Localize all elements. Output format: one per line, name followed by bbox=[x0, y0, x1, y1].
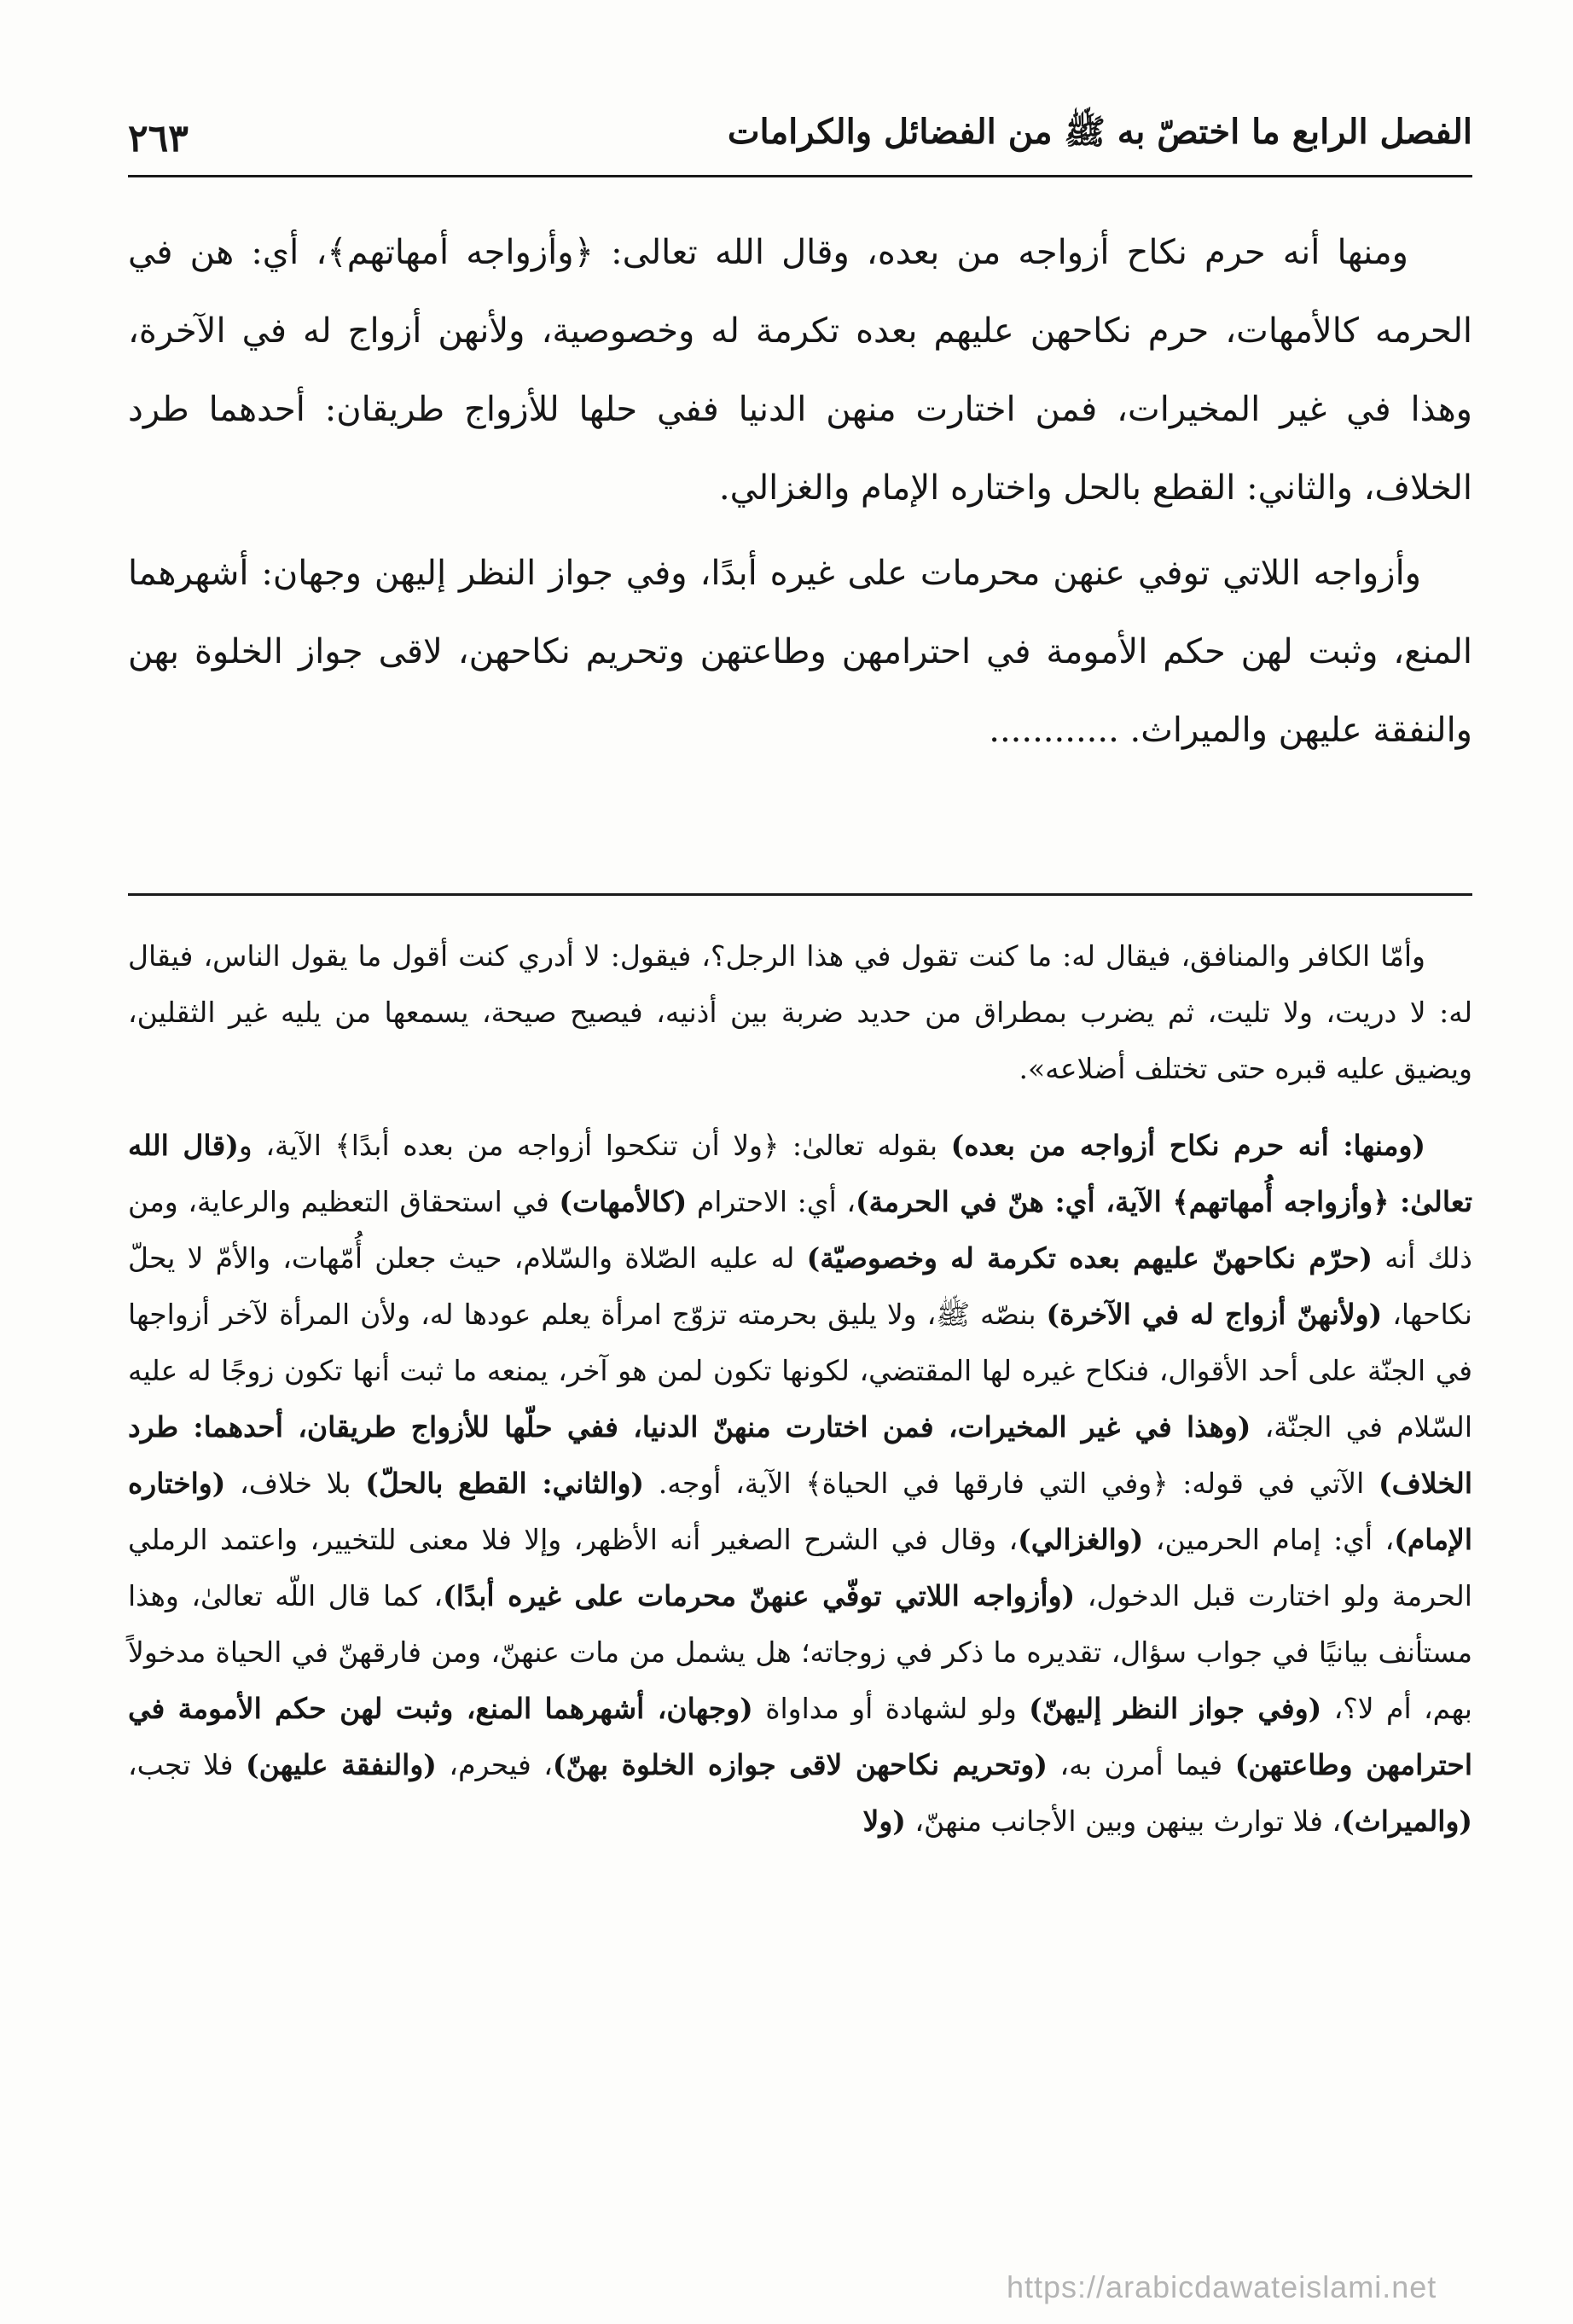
commentary-segment: الآتي في قوله: ﴿وفي التي فارقها في الحياة﴾ الآية، أوجه. bbox=[644, 1467, 1379, 1500]
commentary-text bbox=[128, 928, 1472, 1850]
quoted-matn-segment: (حرّم نكاحهنّ عليهم بعده تكرمة له وخصوصيّة) bbox=[806, 1241, 1373, 1275]
quoted-matn-segment: (وجهان، أشهرهما المنع، وثبت لهن حكم الأمومة في احترامهن وطاعتهن) bbox=[128, 1692, 1472, 1781]
commentary-segment: ، وقال في الشرح الصغير أنه الأظهر، وإلا فلا معنى للتخيير، واعتمد الرملي الحرمة ولو اختارت قبل الدخول، bbox=[128, 1523, 1472, 1612]
quoted-matn-segment: (وهذا في غير المخيرات، فمن اختارت منهنّ الدنيا، ففي حلّها للأزواج طريقان، أحدهما: طرد الخلاف) bbox=[128, 1410, 1472, 1500]
header-rule bbox=[128, 175, 1472, 177]
main-paragraph-2-text: وأزواجه اللاتي توفي عنهن محرمات على غيره أبدًا، وفي جواز النظر إليهن وجهان: أشهرهما المنع، وثبت لهن حكم الأمومة في احترامهن وطاعتهن وتحريم نكاحهن، لاقى جواز الخلوة بهن والنفقة عليهن والميراث. bbox=[128, 554, 1472, 750]
quoted-matn-segment: (قال الله تعالىٰ: ﴿وأزواجه أُمهاتهم﴾ الآية، أي: هنّ في الحرمة) bbox=[128, 1129, 1473, 1218]
quoted-matn-segment: (ومنها: أنه حرم نكاح أزواجه من بعده) bbox=[950, 1129, 1425, 1162]
quoted-matn-segment: (ولأنهنّ أزواج له في الآخرة) bbox=[1046, 1298, 1383, 1331]
main-text bbox=[128, 213, 1472, 776]
commentary-paragraph-1: وأمّا الكافر والمنافق، فيقال له: ما كنت تقول في هذا الرجل؟، فيقول: لا أدري كنت أقول ما يقول الناس، فيقال له: لا دريت، ولا تليت، ثم يضرب بمطراق من حديد ضربة بين أذنيه، فيصيح صيحة، يسمعها من يليه غير الثقلين، ويضيق عليه قبره حتى تختلف أضلاعه». bbox=[128, 939, 1472, 1085]
ellipsis-dots: ............ bbox=[989, 711, 1119, 750]
quoted-matn-segment: (والثاني: القطع بالحلّ) bbox=[365, 1467, 645, 1500]
quoted-matn-segment: (وتحريم نكاحهن لاقى جوازه الخلوة بهنّ) bbox=[552, 1748, 1048, 1781]
commentary-segment: ، فيحرم، bbox=[436, 1748, 553, 1781]
quoted-matn-segment: (وفي جواز النظر إليهنّ) bbox=[1029, 1692, 1322, 1725]
commentary-segment: في استحقاق التعظيم والرعاية، ومن ذلك أنه bbox=[128, 1185, 1472, 1275]
quoted-matn-segment: (والميراث) bbox=[1341, 1804, 1472, 1838]
watermark-url: https://arabicdawateislami.net bbox=[1007, 2269, 1437, 2304]
commentary-segment: ، فلا توارث بينهن وبين الأجانب منهنّ، bbox=[905, 1804, 1342, 1838]
commentary-segment: بنصّه ﷺ، ولا يليق بحرمته تزوّج امرأة يعلم عودها له، ولأن المرأة لآخر أزواجها في الجنّة على أحد الأقوال، فنكاح غيره لها المقتضي، لكونها تكون لمن هو آخر، يمنعه ما ثبت أنها تكون زوجًا له عليه السّلام في الجنّة، bbox=[128, 1298, 1472, 1444]
quoted-matn-segment: (والغزالي) bbox=[1018, 1523, 1144, 1556]
chapter-title: الفصل الرابع ما اختصّ به ﷺ من الفضائل والكرامات bbox=[727, 112, 1472, 152]
commentary-segment: ، أي: إمام الحرمين، bbox=[1143, 1523, 1395, 1556]
quoted-matn-segment: (واختاره الإمام) bbox=[128, 1467, 1473, 1556]
commentary-segment: فلا تجب، bbox=[128, 1748, 247, 1781]
main-paragraph-1: ومنها أنه حرم نكاح أزواجه من بعده، وقال الله تعالى: ﴿وأزواجه أمهاتهم﴾، أي: هن في الحرمه كالأمهات، حرم نكاحهن عليهم بعده تكرمة له وخصوصية، ولأنهن أزواج له في الآخرة، وهذا في غير المخيرات، فمن اختارت منهن الدنيا ففي حلها للأزواج طريقان: أحدهما طرد الخلاف، والثاني: القطع بالحل واختاره الإمام والغزالي. bbox=[128, 233, 1472, 508]
quoted-matn-segment: (كالأمهات) bbox=[559, 1185, 688, 1218]
quoted-matn-segment: (والنفقة عليهن) bbox=[246, 1748, 437, 1781]
page-number: ٢٦٣ bbox=[128, 117, 189, 160]
quoted-matn-segment: (ولا bbox=[862, 1804, 906, 1838]
quoted-matn-segment: (وأزواجه اللاتي توفّي عنهنّ محرمات على غيره أبدًا) bbox=[443, 1579, 1076, 1612]
commentary-segment: له عليه الصّلاة والسّلام، حيث جعلن أُمّهات، والأمّ لا يحلّ نكاحها، bbox=[128, 1241, 1472, 1331]
commentary-segment: فيما أمرن به، bbox=[1047, 1748, 1235, 1781]
commentary-segment: ، أي: الاحترام bbox=[687, 1185, 856, 1218]
commentary-paragraph-2 bbox=[128, 1118, 1472, 1850]
running-header bbox=[128, 101, 1472, 160]
commentary-segment: بلا خلاف، bbox=[225, 1467, 366, 1500]
commentary-segment: ، كما قال اللّه تعالىٰ، وهذا مستأنف بيانيًا في جواب سؤال، تقديره ما ذكر في زوجاته؛ هل يشمل من مات عنهنّ، ومن فارقهنّ في الحياة مدخولاً بهم، أم لا؟، bbox=[128, 1579, 1472, 1725]
footnote-rule bbox=[128, 893, 1472, 896]
commentary-segment: بقوله تعالىٰ: ﴿ولا أن تنكحوا أزواجه من بعده أبدًا﴾ الآية، و bbox=[238, 1129, 951, 1162]
commentary-segment: ولو لشهادة أو مداواة bbox=[752, 1692, 1030, 1725]
main-paragraph-2 bbox=[128, 534, 1472, 770]
